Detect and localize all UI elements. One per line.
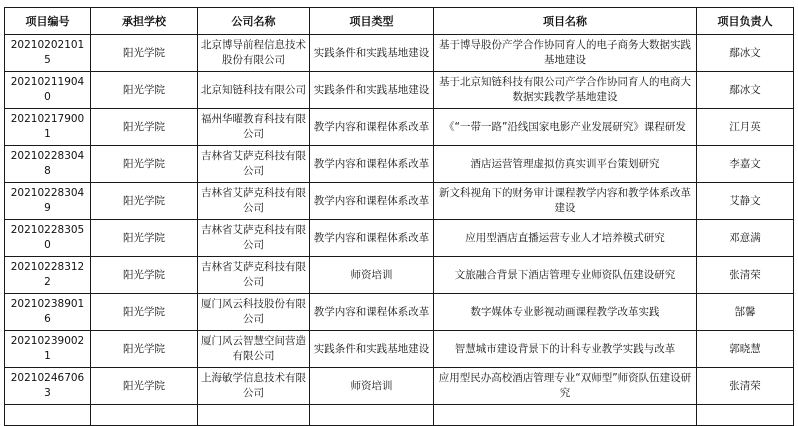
cell-company: 北京知链科技有限公司 bbox=[198, 72, 310, 109]
cell-project-type: 教学内容和课程体系改革 bbox=[310, 109, 434, 146]
cell-leader: 鄢冰文 bbox=[697, 72, 794, 109]
cell-school: 阳光学院 bbox=[91, 183, 198, 220]
cell-project-code: 202102283050 bbox=[5, 220, 91, 257]
cell-leader: 鄢冰文 bbox=[697, 35, 794, 72]
empty-cell bbox=[5, 405, 91, 426]
table-header-row bbox=[5, 8, 794, 35]
cell-company: 福州华曜教育科技有限公司 bbox=[198, 109, 310, 146]
cell-project-type: 教学内容和课程体系改革 bbox=[310, 146, 434, 183]
table-row bbox=[5, 146, 794, 183]
cell-project-code: 202102179001 bbox=[5, 109, 91, 146]
cell-project-name: 基于北京知链科技有限公司产学合作协同育人的电商大数据实践教学基地建设 bbox=[434, 72, 697, 109]
cell-leader: 江月英 bbox=[697, 109, 794, 146]
cell-project-code: 202102389016 bbox=[5, 294, 91, 331]
cell-company: 厦门风云科技股份有限公司 bbox=[198, 294, 310, 331]
cell-project-type: 教学内容和课程体系改革 bbox=[310, 183, 434, 220]
cell-project-name: 数字媒体专业影视动画课程教学改革实践 bbox=[434, 294, 697, 331]
cell-leader: 张清荣 bbox=[697, 257, 794, 294]
cell-company: 吉林省艾萨克科技有限公司 bbox=[198, 146, 310, 183]
empty-cell bbox=[198, 405, 310, 426]
project-table bbox=[4, 7, 794, 426]
cell-school: 阳光学院 bbox=[91, 294, 198, 331]
cell-project-name: 应用型民办高校酒店管理专业“双师型”师资队伍建设研究 bbox=[434, 368, 697, 405]
cell-school: 阳光学院 bbox=[91, 331, 198, 368]
cell-project-name: 智慧城市建设背景下的计科专业教学实践与改革 bbox=[434, 331, 697, 368]
cell-leader: 郜馨 bbox=[697, 294, 794, 331]
table-row bbox=[5, 35, 794, 72]
empty-cell bbox=[91, 405, 198, 426]
cell-company: 厦门风云智慧空间营造有限公司 bbox=[198, 331, 310, 368]
cell-leader: 郭晓慧 bbox=[697, 331, 794, 368]
cell-school: 阳光学院 bbox=[91, 146, 198, 183]
cell-project-code: 202102283048 bbox=[5, 146, 91, 183]
header-leader: 项目负责人 bbox=[697, 8, 794, 35]
cell-company: 吉林省艾萨克科技有限公司 bbox=[198, 220, 310, 257]
cell-project-name: 酒店运营管理虚拟仿真实训平台策划研究 bbox=[434, 146, 697, 183]
cell-company: 北京博导前程信息技术股份有限公司 bbox=[198, 35, 310, 72]
cell-project-code: 202102283049 bbox=[5, 183, 91, 220]
cell-project-type: 教学内容和课程体系改革 bbox=[310, 220, 434, 257]
cell-company: 上海敏学信息技术有限公司 bbox=[198, 368, 310, 405]
header-project-name: 项目名称 bbox=[434, 8, 697, 35]
cell-project-name: 基于博导股份产学合作协同育人的电子商务大数据实践基地建设 bbox=[434, 35, 697, 72]
cell-project-type: 师资培训 bbox=[310, 257, 434, 294]
cell-project-type: 实践条件和实践基地建设 bbox=[310, 72, 434, 109]
cell-school: 阳光学院 bbox=[91, 368, 198, 405]
cell-project-type: 教学内容和课程体系改革 bbox=[310, 294, 434, 331]
header-school: 承担学校 bbox=[91, 8, 198, 35]
cell-project-type: 实践条件和实践基地建设 bbox=[310, 331, 434, 368]
cell-project-name: 应用型酒店直播运营专业人才培养模式研究 bbox=[434, 220, 697, 257]
cell-leader: 艾静文 bbox=[697, 183, 794, 220]
table-row bbox=[5, 257, 794, 294]
table-row bbox=[5, 368, 794, 405]
cell-project-code: 202102021015 bbox=[5, 35, 91, 72]
cell-project-code: 202102119040 bbox=[5, 72, 91, 109]
table-row bbox=[5, 331, 794, 368]
cell-project-name: 《“一带一路”沿线国家电影产业发展研究》课程研发 bbox=[434, 109, 697, 146]
table-row bbox=[5, 183, 794, 220]
table-row bbox=[5, 72, 794, 109]
cell-project-name: 新文科视角下的财务审计课程教学内容和教学体系改革建设 bbox=[434, 183, 697, 220]
cell-leader: 李嘉文 bbox=[697, 146, 794, 183]
cell-company: 吉林省艾萨克科技有限公司 bbox=[198, 257, 310, 294]
cell-project-code: 202102283122 bbox=[5, 257, 91, 294]
cell-school: 阳光学院 bbox=[91, 257, 198, 294]
cell-school: 阳光学院 bbox=[91, 72, 198, 109]
cell-project-code: 202102390021 bbox=[5, 331, 91, 368]
cell-project-code: 202102467063 bbox=[5, 368, 91, 405]
cell-school: 阳光学院 bbox=[91, 220, 198, 257]
cell-school: 阳光学院 bbox=[91, 35, 198, 72]
cell-company: 吉林省艾萨克科技有限公司 bbox=[198, 183, 310, 220]
empty-cell bbox=[697, 405, 794, 426]
header-project-type: 项目类型 bbox=[310, 8, 434, 35]
header-project-code: 项目编号 bbox=[5, 8, 91, 35]
cell-school: 阳光学院 bbox=[91, 109, 198, 146]
cell-project-name: 文旅融合背景下酒店管理专业师资队伍建设研究 bbox=[434, 257, 697, 294]
header-company: 公司名称 bbox=[198, 8, 310, 35]
cell-project-type: 实践条件和实践基地建设 bbox=[310, 35, 434, 72]
empty-cell bbox=[434, 405, 697, 426]
table-row bbox=[5, 294, 794, 331]
table-row-partial bbox=[5, 405, 794, 426]
cell-project-type: 师资培训 bbox=[310, 368, 434, 405]
table-row bbox=[5, 220, 794, 257]
cell-leader: 张清荣 bbox=[697, 368, 794, 405]
cell-leader: 邓意满 bbox=[697, 220, 794, 257]
empty-cell bbox=[310, 405, 434, 426]
table-row bbox=[5, 109, 794, 146]
